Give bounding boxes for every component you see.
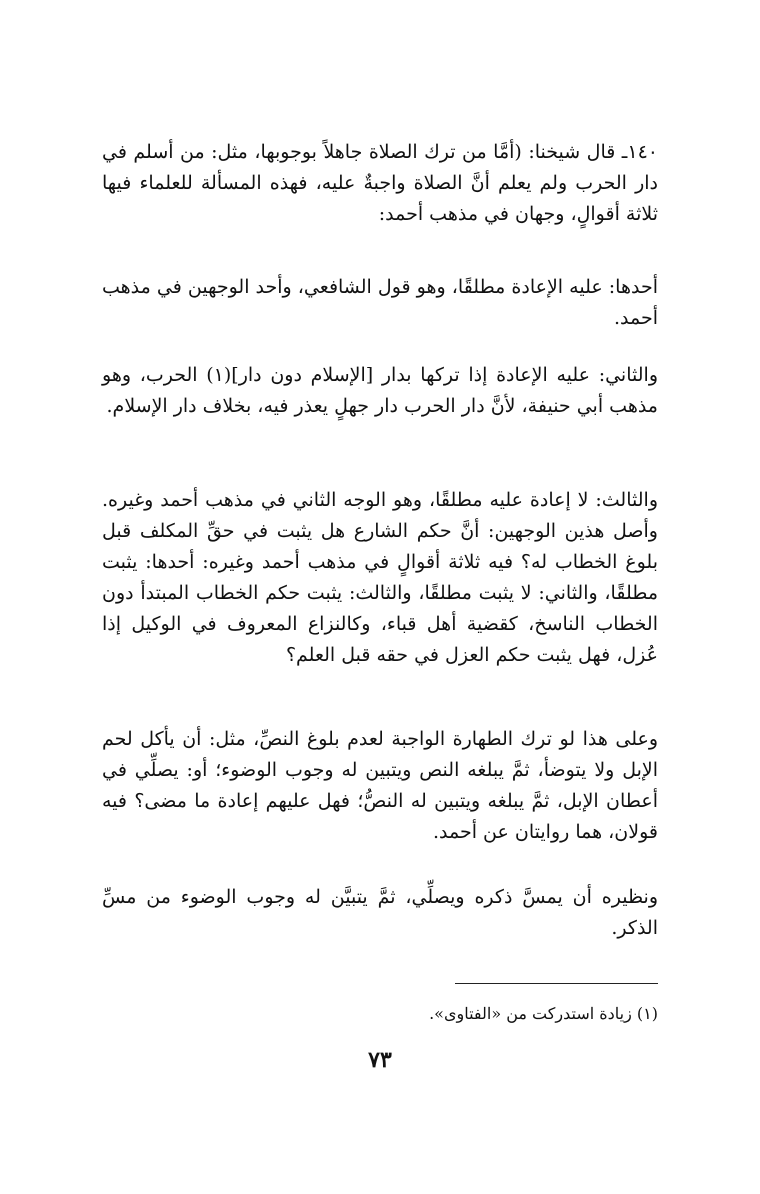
paragraph-analogous-case: ونظيره أن يمسَّ ذكره ويصلِّي، ثمَّ يتبيَّن له وجوب الوضوء من مسِّ الذكر. — [102, 886, 658, 939]
paragraph-purification-case: وعلى هذا لو ترك الطهارة الواجبة لعدم بلوغ النصِّ، مثل: أن يأكل لحم الإبل ولا يتوضأ، ثمَّ يبلغه النص ويتبين له وجوب الوضوء؛ أو: يصلِّي في أعطان الإبل، ثمَّ يبلغه ويتبين له النصُّ؛ فهل عليهم إعادة ما مضى؟ فيه قولان، هما روايتان عن أحمد. — [102, 728, 658, 843]
footnote: (١) زيادة استدركت من «الفتاوى». — [429, 1004, 658, 1023]
footnote-divider — [455, 983, 658, 984]
paragraph-third-opinion: والثالث: لا إعادة عليه مطلقًا، وهو الوجه الثاني في مذهب أحمد وغيره. وأصل هذين الوجهين: أنَّ حكم الشارع هل يثبت في حقِّ المكلف قبل بلوغ الخطاب له؟ فيه ثلاثة أقوالٍ في مذهب أحمد وغيره: أحدها: يثبت مطلقًا، والثاني: لا يثبت مطلقًا، والثالث: يثبت حكم الخطاب المبتدأ دون الخطاب الناسخ، كقضية أهل قباء، وكالنزاع المعروف في الوكيل إذا عُزل، فهل يثبت حكم العزل في حقه قبل العلم؟ — [102, 489, 658, 666]
page-number: ٧٣ — [368, 1047, 392, 1073]
paragraph-second-opinion: والثاني: عليه الإعادة إذا تركها بدار [الإسلام دون دار](١) الحرب، وهو مذهب أبي حنيفة، لأنَّ دار الحرب دار جهلٍ يعذر فيه، بخلاف دار الإسلام. — [102, 364, 658, 417]
paragraph-first-opinion: أحدها: عليه الإعادة مطلقًا، وهو قول الشافعي، وأحد الوجهين في مذهب أحمد. — [102, 276, 658, 329]
paragraph-140-question: ١٤٠ـ قال شيخنا: (أمَّا من ترك الصلاة جاهلاً بوجوبها، مثل: من أسلم في دار الحرب ولم يعلم أنَّ الصلاة واجبةٌ عليه، فهذه المسألة للعلماء فيها ثلاثة أقوالٍ، وجهان في مذهب أحمد: — [102, 141, 658, 225]
